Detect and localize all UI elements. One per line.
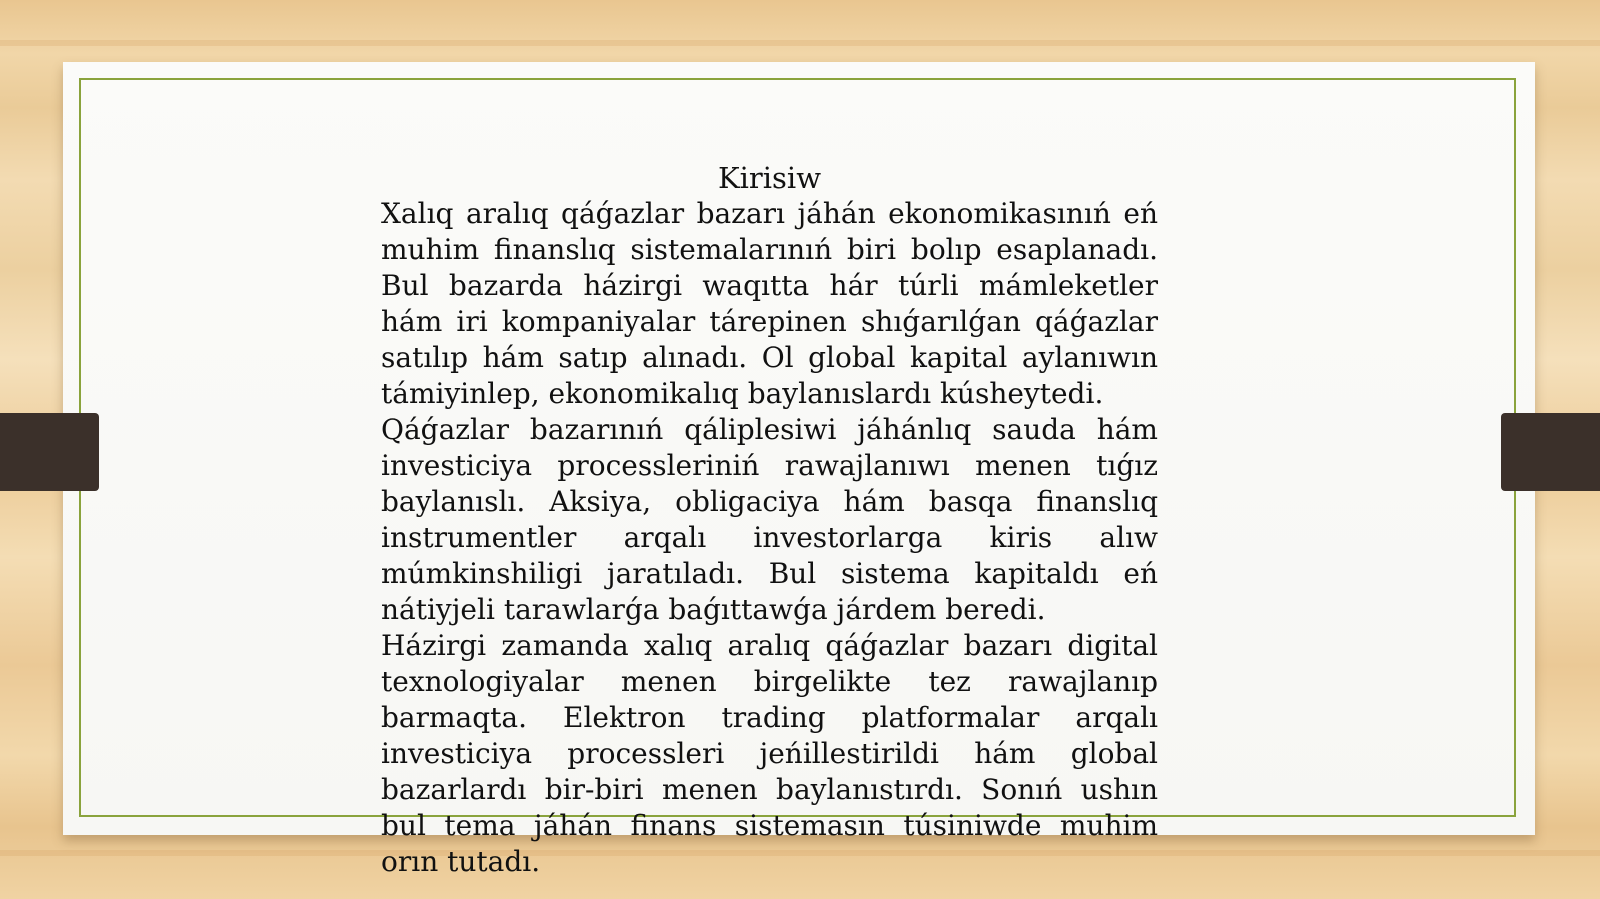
wood-grain <box>0 40 1600 46</box>
slide-title: Kirisiw <box>717 161 822 195</box>
paragraph-2: Qáǵazlar bazarınıń qáliplesiwi jáhánlıq sauda hám investiciya processleriniń rawajlanıwı menen tıǵız baylanıslı. Aksiya, obligaciya hám basqa finanslıq instrumentler arqalı investorlarga kiris alıw múmkinshiligi jaratıladı. Bul sistema kapitaldı eń nátiyjeli tarawlarǵa baǵıttawǵa járdem beredi. <box>381 413 1158 626</box>
paragraph-1: Xalıq aralıq qáǵazlar bazarı jáhán ekonomikasınıń eń muhim finanslıq sistemalarınıń biri bolıp esaplanadı. Bul bazarda házirgi waqıtta hár túrli mámleketler hám iri kompaniyalar tárepinen shıǵarılǵan qáǵazlar satılıp hám satıp alınadı. Ol global kapital aylanıwın támiyinlep, ekonomikalıq baylanıslardı kúsheytedi. <box>381 197 1158 410</box>
left-tab-decoration <box>0 413 99 491</box>
right-tab-decoration <box>1501 413 1600 491</box>
paragraph-3: Házirgi zamanda xalıq aralıq qáǵazlar bazarı digital texnologiyalar menen birgelikte tez rawajlanıp barmaqta. Elektron trading platformalar arqalı investiciya processleri jeńillestirildi hám global bazarlardı bir-biri menen baylanıstırdı. Sonıń ushın bul tema jáhán finans sistemasın túsiniwde muhim orın tutadı. <box>381 629 1158 878</box>
slide-text-block <box>381 160 1158 880</box>
